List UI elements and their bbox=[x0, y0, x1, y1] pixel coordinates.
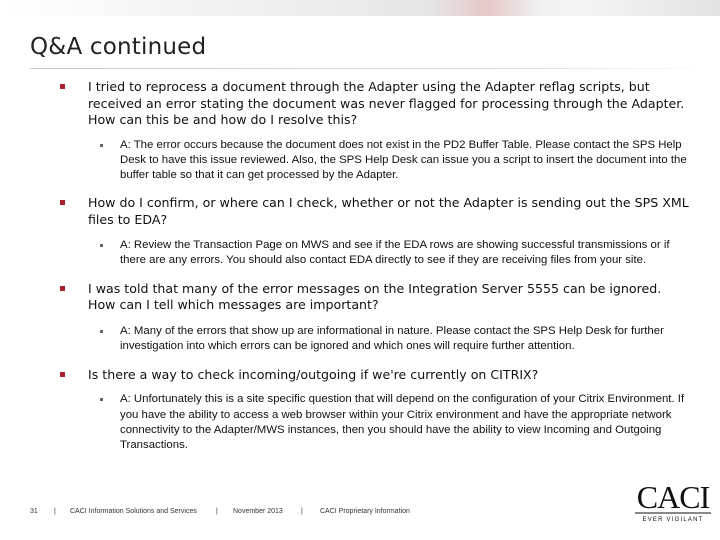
answer-text: A: The error occurs because the document does not exist in the PD2 Buffer Table. Please contact the SPS Help Desk to have this issue reviewed. Also, the SPS Help Desk can issue you a script to insert the document into the buffer table so that it can get processed by the Adapter. bbox=[120, 138, 687, 181]
answer-text: A: Many of the errors that show up are informational in nature. Please contact the SPS Help Desk for further investigation into which errors can be ignored and which ones will require further attention. bbox=[120, 324, 664, 352]
question-text: I was told that many of the error messages on the Integration Server 5555 can be ignored. How can I tell which messages are important? bbox=[88, 280, 662, 313]
question-item bbox=[0, 367, 720, 384]
question-item bbox=[0, 79, 720, 129]
logo-tagline: EVER VIGILANT bbox=[642, 517, 704, 523]
answer-item bbox=[0, 138, 720, 184]
logo-wordmark: CACI bbox=[636, 479, 710, 515]
square-bullet-icon bbox=[60, 200, 65, 205]
footer-date: November 2013 bbox=[233, 508, 283, 515]
footer-separator: | bbox=[216, 508, 218, 515]
question-item bbox=[0, 195, 720, 228]
caci-logo bbox=[633, 478, 713, 524]
small-bullet-icon bbox=[100, 144, 103, 147]
top-gradient-band bbox=[0, 0, 720, 16]
small-bullet-icon bbox=[100, 330, 103, 333]
page-number: 31 bbox=[30, 508, 38, 515]
slide-title: Q&A continued bbox=[30, 34, 207, 60]
small-bullet-icon bbox=[100, 244, 103, 247]
qa-list bbox=[0, 79, 720, 453]
top-accent-band bbox=[430, 0, 540, 16]
footer-classification: CACI Proprietary Information bbox=[320, 508, 410, 515]
question-text: Is there a way to check incoming/outgoing if we're currently on CITRIX? bbox=[88, 366, 539, 382]
answer-text: A: Review the Transaction Page on MWS and see if the EDA rows are showing successful transmissions or if there are any errors. You should also contact EDA directly to see if they are receiving files from your site. bbox=[120, 239, 670, 267]
answer-item bbox=[0, 324, 720, 354]
square-bullet-icon bbox=[60, 286, 65, 291]
footer-separator: | bbox=[301, 508, 303, 515]
answer-item bbox=[0, 392, 720, 453]
footer-separator: | bbox=[54, 508, 56, 515]
question-text: How do I confirm, or where can I check, whether or not the Adapter is sending out the SPS XML files to EDA? bbox=[88, 195, 689, 227]
footer-company: CACI Information Solutions and Services bbox=[70, 508, 197, 515]
answer-item bbox=[0, 238, 720, 268]
small-bullet-icon bbox=[100, 398, 103, 401]
square-bullet-icon bbox=[60, 84, 65, 89]
answer-text: A: Unfortunately this is a site specific question that will depend on the configuration of your Citrix Environment. If you have the ability to access a web browser within your Citrix environment and have the appropriate network connectivity to the Adapter/MWS instances, then you should have the ability to view Incoming and Outgoing Transactions. bbox=[120, 393, 685, 452]
square-bullet-icon bbox=[60, 372, 65, 377]
question-item bbox=[0, 281, 720, 314]
title-divider bbox=[30, 68, 720, 69]
question-text: I tried to reprocess a document through the Adapter using the Adapter reflag scripts, but received an error stating the document was never flagged for processing through the Adapter. How can this be and how do I resolve this? bbox=[88, 79, 685, 127]
footer bbox=[0, 505, 600, 519]
